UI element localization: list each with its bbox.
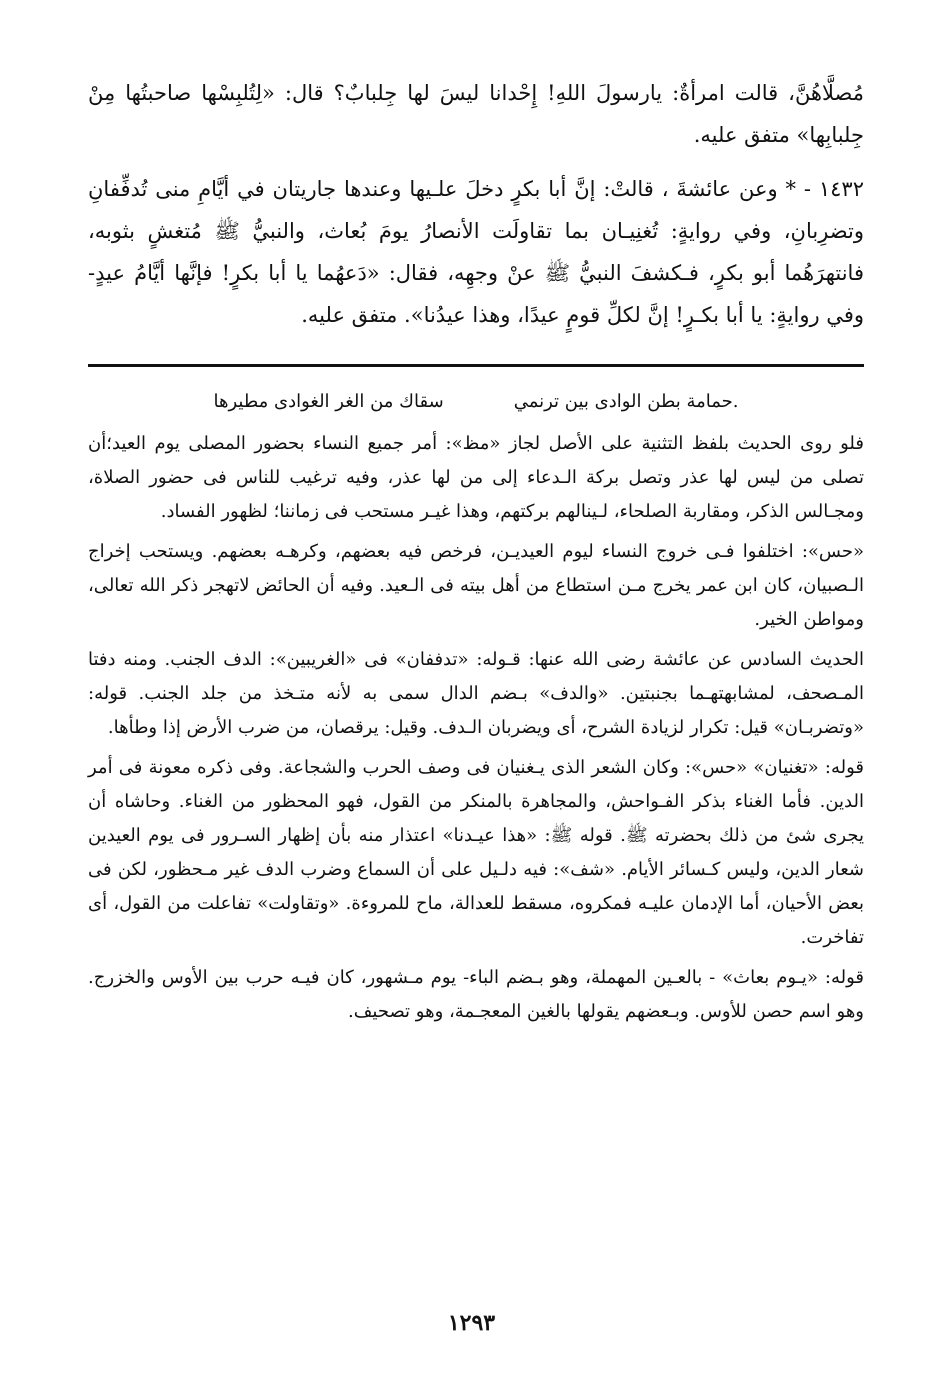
hadith-paragraph-1: مُصلَّاهُنَّ، قالت امرأةٌ: يارسولَ اللهِ! إِحْدانا ليسَ لها جِلبابٌ؟ قال: «لِتُلبِسْها صاحبتُها مِنْ جِلبابِها» متفق عليه.	[88, 81, 864, 147]
footnote-divider	[88, 364, 864, 367]
hadith-paragraph-2: ١٤٣٢ - * وعن عائشةَ ، قالتْ: إنَّ أبا بكرٍ دخلَ علـيها وعندها جاريتان في أيَّامِ منى تُدفِّفانِ وتضرِبانِ، وفي روايةٍ: تُغنِيـان بما تقاولَت الأنصارُ يومَ بُعاث، والنبيُّ ﷺ مُتغشٍ بثوبه، فانتهرَهُما أبو بكرٍ، فـكشفَ النبيُّ ﷺ عنْ وجهِه، فقال: «دَعهُما يا أبا بكرٍ! فإنَّها أيَّامُ عيدٍ- وفي روايةٍ: يا أبا بكـرٍ! إنَّ لكلِّ قومٍ عيدًا، وهذا عيدُنا». متفق عليه.	[88, 177, 864, 327]
hadith-text	[88, 72, 864, 336]
verse-second-hemistich: سقاك من الغر الغوادى مطيرها	[213, 391, 444, 412]
page-body	[88, 72, 864, 1029]
commentary-paragraph-2: «حس»: اختلفوا فـى خروج النساء ليوم العيديـن، فرخص فيه بعضهم، وكرهـه بعضهم. ويستحب إخراج الـصبيان، كان ابن عمر يخرج مـن استطاع من أهل بيته فى الـعيد. وفيه أن الحائض لاتهجر ذكر الله تعالى، ومواطن الخير.	[88, 541, 864, 630]
commentary-paragraph-1: فلو روى الحديث بلفظ التثنية على الأصل لجاز «مظ»: أمر جميع النساء بحضور المصلى يوم العيد؛أن تصلى من ليس لها عذر وتصل بركة الـدعاء إلى من لها عذر، وفيه ترغيب للناس فى حضور الصلاة، ومجـالس الذكر، ومقاربة الصلحاء، لـينالهم بركتهم، وهذا غيـر مستحب فى زماننا؛ لظهور الفساد.	[88, 433, 864, 522]
poetry-verse	[88, 387, 864, 417]
commentary-paragraph-4: قوله: «تغنيان» «حس»: وكان الشعر الذى يـغنيان فى وصف الحرب والشجاعة. وفى ذكره معونة فى أمر الدين. فأما الغناء بذكر الفـواحش، والمجاهرة بالمنكر من القول، فهو المحظور من الغناء. وحاشاه أن يجرى شئ من ذلك بحضرته ﷺ. قوله ﷺ: «هذا عيـدنا» اعتذار منه بأن إظهار السـرور فى يوم العيدين شعار الدين، وليس كـسائر الأيام. «شف»: فيه دلـيل على أن السماع وضرب الدف غير مـحظور، لكن فى بعض الأحيان، أما الإدمان عليـه فمكروه، مسقط للعدالة، ماح للمروءة. «وتقاولت» تفاعلت من القول، أى تفاخرت.	[88, 757, 864, 948]
page-number: ١٢٩٣	[447, 1310, 496, 1336]
commentary-notes	[88, 427, 864, 1029]
commentary-paragraph-5: قوله: «يـوم بعاث» - بالعـين المهملة، وهو بـضم الباء- يوم مـشهور، كان فيـه حرب بين الأوس والخزرج. وهو اسم حصن للأوس. وبـعضهم يقولها بالغين المعجـمة، وهو تصحيف.	[88, 967, 864, 1022]
verse-first-hemistich: .حمامة بطن الوادى بين ترنمي	[513, 391, 739, 412]
commentary-paragraph-3: الحديث السادس عن عائشة رضى الله عنها: قـوله: «تدففان» فى «الغريبين»: الدف الجنب. ومنه دفتا المـصحف، لمشابهتهـما بجنبتين. «والدف» بـضم الدال سمى به لأنه متـخذ من جلد الجنب. قوله: «وتضربـان» قيل: تكرار لزيادة الشرح، أى ويضربان الـدف. وقيل: يرقصان، من ضرب الأرض إذا وطأها.	[88, 649, 864, 738]
